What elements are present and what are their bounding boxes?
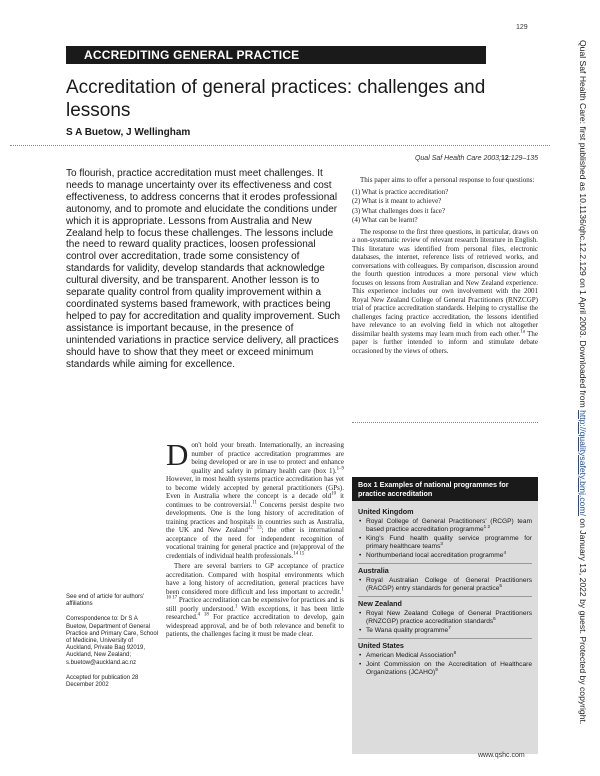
question-item: (2) What is it meant to achieve? <box>352 197 442 205</box>
list-item: • Te Wana quality programme$^7$ <box>358 627 532 635</box>
list-item: • Royal Australian College of General Practitioners (RACGP) entry standards for general practice$^5$ <box>358 577 532 593</box>
header-divider <box>10 145 550 146</box>
box-title: Box 1 Examples of national programmes for practice accreditation <box>352 477 538 501</box>
intro-text: This paper aims to offer a personal response to four questions: <box>360 176 535 184</box>
reference-marker: 1a <box>520 329 526 335</box>
correspondence-note: Correspondence to: Dr S A Buetow, Department of General Practice and Primary Care, School of Medicine, University of Auckland, Private Bag 92019, Auckland, New Zealand; s.buetow@auckland.ac.nz <box>66 616 159 666</box>
download-notice: Qual Saf Health Care: first published as 10.1136/qhc.12.2.129 on 1 April 2003. Downloaded from http://qualitysafety.bmj.com/ on January 13, 2022 by guest. Protected by copyright. <box>578 40 588 725</box>
authors: S A Buetow, J Wellingham <box>66 127 191 138</box>
method-paragraph: The response to the first three questions, in particular, draws on a non-systematic review of relevant research literature in English. This literature was identified from personal files, electronic databases, the internet, reference lists of retrieved works, and conversations with colleagues. By comparison, discussion around the fourth question introduces a more personal view which focuses on lessons from Australian and New Zealand experience. This experience includes our own involvement with the 2001 Royal New Zealand College of General Practitioners (RNZCGP) trial of practice accreditation standards. Helping to crystallise the challenges facing practice accreditation, the lessons identified have relevance to an evolving field in which not altogether dissimilar health systems may learn much from each other.$^{1a}$ The paper is further intended to inform and stimulate debate occasioned by the views of others. <box>352 227 538 355</box>
region-heading: New Zealand <box>358 599 402 608</box>
question-item: (4) What can be learnt? <box>352 216 418 224</box>
abstract: To flourish, practice accreditation must meet challenges. It needs to manage uncertainty over its effectiveness and cost effectiveness, to address concerns that it erodes professional autonomy, and to promote and elucidate the conditions under which it is appropriate. Lessons from Australia and New Zealand help to focus these challenges. The lessons include the need to reward quality practices, loosen professional control over accreditation, trade some consistency of standards for validity, develop standards that acknowledge cultural diversity, and be transparent. Another lesson is to separate quality control from quality improvement within a coordinated systems based framework, with practices being helped to pay for accreditation and quality improvement. Such assistance is important because, in the presence of unintended variations in practice service delivery, all practices should have to show that they meet or exceed minimum standards while aiming for excellence. <box>66 168 341 370</box>
list-item: • Joint Commission on the Accreditation of Healthcare Organizations (JCAHO)$^9$ <box>358 661 532 677</box>
intro-column <box>352 176 538 357</box>
question-item: (1) What is practice accreditation? <box>352 187 449 196</box>
question-item: (3) What challenges does it face? <box>352 206 445 215</box>
dropcap: D <box>166 437 189 472</box>
section-banner: ACCREDITING GENERAL PRACTICE <box>66 46 486 64</box>
citation-volume: 12 <box>501 155 509 162</box>
journal-link[interactable]: http://qualitysafety.bmj.com/ <box>578 410 588 516</box>
list-item: • King's Fund health quality service programme for primary healthcare teams$^3$ <box>358 535 532 551</box>
list-item: • American Medical Association$^8$ <box>358 652 532 660</box>
box-1 <box>352 477 538 754</box>
column-divider <box>352 422 538 423</box>
region-heading: United States <box>358 641 404 650</box>
citation <box>368 155 538 162</box>
footer-url: www.qshc.com <box>478 752 525 759</box>
article-title: Accreditation of general practices: challenges and lessons <box>66 77 486 121</box>
list-item: • Northumberland local accreditation programme$^4$ <box>358 552 532 560</box>
body-column <box>166 437 345 641</box>
sidenotes <box>66 594 160 697</box>
box-divider <box>358 563 532 564</box>
list-item: • Royal College of General Practitioners' (RCGP) team based practice accreditation programme$^{1 2}$ <box>358 518 532 534</box>
page-number: 129 <box>516 24 528 31</box>
region-heading: United Kingdom <box>358 507 414 516</box>
body-paragraph: Don't hold your breath. Internationally, an increasing number of practice accreditation programmes are being developed or are in use to protect and enhance quality and safety in primary health care (box 1).$^{1-9}$ However, in most health systems practice accreditation has yet to become widely accepted by general practitioners (GPs). Even in Australia where the concept is a decade old$^{10}$ it continues to be controversial.$^{11}$ Concerns persist despite two developments. One is the long history of accreditation of training practices and hospitals in countries such as Australia, the UK and New Zealand$^{12 13}$; the other is international acceptance of the need for independent recognition of vocational training for general practice and (re)approval of the credentials of individual health professionals.$^{14 15}$ <box>166 437 345 560</box>
region-heading: Australia <box>358 566 389 575</box>
citation-year: 2003; <box>483 155 501 162</box>
citation-pages: :129–135 <box>508 155 538 162</box>
citation-journal: Qual Saf Health Care <box>414 155 482 162</box>
box-body <box>352 501 538 682</box>
affiliations-note: See end of article for authors' affiliations <box>66 594 145 608</box>
box-divider <box>358 638 532 639</box>
accepted-note: Accepted for publication 28 December 2002 <box>66 674 139 689</box>
box-divider <box>358 596 532 597</box>
body-paragraph: There are several barriers to GP acceptance of practice accreditation. Compared with hospital environments which have a long history of accreditation, general practices have been considered more difficult and less important to accredit.$^{1 16 17}$ Practice accreditation can be expensive for practices and is still poorly understood.$^1$ With exceptions, it has been little researched.$^{4 18}$ For practice accreditation to develop, gain widespread approval, and be of both relevance and benefit to patients, the challenges facing it must be made clear. <box>166 562 344 638</box>
list-item: • Royal New Zealand College of General Practitioners (RNZCGP) practice accreditation standards$^6$ <box>358 610 532 626</box>
